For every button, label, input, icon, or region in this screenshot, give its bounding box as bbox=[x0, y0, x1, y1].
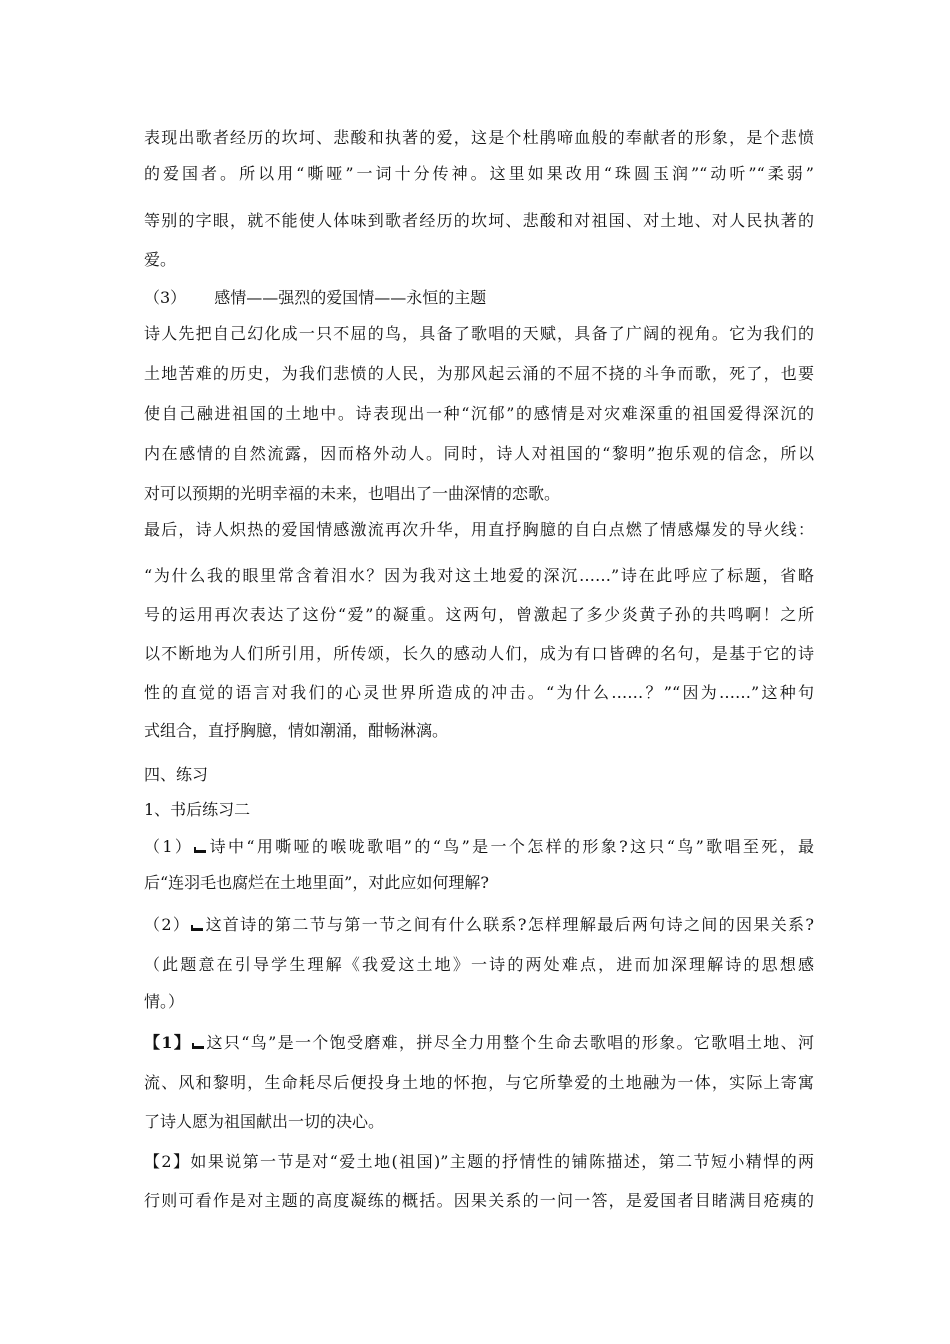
paragraph-line: 等别的字眼，就不能使人体味到歌者经历的坎坷、悲酸和对祖国、对土地、对人民执著的 bbox=[144, 211, 814, 230]
paragraph-line: 了诗人愿为祖国献出一切的决心。 bbox=[144, 1112, 385, 1131]
placeholder-mark-icon bbox=[190, 923, 204, 931]
paragraph-line: 的爱国者。所以用“嘶哑”一词十分传神。这里如果改用“珠圆玉润”“动听”“柔弱” bbox=[144, 164, 814, 183]
question-2-line bbox=[144, 915, 814, 935]
paragraph-line: 诗人先把自己幻化成一只不屈的鸟，具备了歌唱的天赋，具备了广阔的视角。它为我们的 bbox=[144, 324, 814, 343]
paragraph-line: “为什么我的眼里常含着泪水？因为我对这土地爱的深沉……”诗在此呼应了标题，省略 bbox=[144, 566, 814, 585]
section-heading bbox=[144, 288, 814, 308]
paragraph-line: 情。） bbox=[144, 992, 185, 1011]
paragraph-line: 流、风和黎明，生命耗尽后便投身土地的怀抱，与它所挚爱的土地融为一体，实际上寄寓 bbox=[144, 1073, 814, 1092]
placeholder-mark-icon bbox=[193, 845, 207, 853]
question-number: （2） bbox=[144, 915, 191, 934]
answer-number: 【1】 bbox=[144, 1033, 192, 1052]
paragraph-line: 对可以预期的光明幸福的未来，也唱出了一曲深情的恋歌。 bbox=[144, 484, 561, 503]
paragraph-line: 最后，诗人炽热的爱国情感激流再次升华，用直抒胸臆的自白点燃了情感爆发的导火线： bbox=[144, 520, 814, 539]
paragraph-line: 行则可看作是对主题的高度凝练的概括。因果关系的一问一答，是爱国者目睹满目疮痍的 bbox=[144, 1191, 814, 1210]
paragraph-line: 号的运用再次表达了这份“爱”的凝重。这两句，曾激起了多少炎黄子孙的共鸣啊！之所 bbox=[144, 605, 814, 624]
section-number: （3） bbox=[144, 288, 187, 307]
section-heading: 四、练习 bbox=[144, 765, 209, 784]
paragraph-line: 以不断地为人们所引用，所传颂，长久的感动人们，成为有口皆碑的名句，是基于它的诗 bbox=[144, 644, 814, 663]
paragraph-line: 内在感情的自然流露，因而格外动人。同时，诗人对祖国的“黎明”抱乐观的信念，所以 bbox=[144, 444, 814, 463]
paragraph-line: 使自己融进祖国的土地中。诗表现出一种“沉郁”的感情是对灾难深重的祖国爱得深沉的 bbox=[144, 404, 814, 423]
paragraph-line: 性的直觉的语言对我们的心灵世界所造成的冲击。“为什么……？”“因为……”这种句 bbox=[144, 683, 814, 702]
section-title: 感情——强烈的爱国情——永恒的主题 bbox=[214, 288, 487, 307]
question-number: （1） bbox=[144, 837, 194, 856]
answer-1-line bbox=[144, 1033, 814, 1053]
paragraph-line: 土地苦难的历史，为我们悲愤的人民，为那风起云涌的不屈不挠的斗争而歌，死了，也要 bbox=[144, 364, 814, 383]
paragraph-line: 表现出歌者经历的坎坷、悲酸和执著的爱，这是个杜鹃啼血般的奉献者的形象，是个悲愤 bbox=[144, 128, 814, 147]
placeholder-mark-icon bbox=[191, 1041, 205, 1049]
question-text: 这首诗的第二节与第一节之间有什么联系?怎样理解最后两句诗之间的因果关系? bbox=[204, 915, 814, 934]
paragraph-line: 爱。 bbox=[144, 250, 177, 269]
question-text: 诗中“用嘶哑的喉咙歌唱”的“鸟”是一个怎样的形象?这只“鸟”歌唱至死，最 bbox=[207, 837, 814, 856]
question-1-line bbox=[144, 837, 814, 857]
answer-text: 这只“鸟”是一个饱受磨难，拼尽全力用整个生命去歌唱的形象。它歌唱土地、河 bbox=[205, 1033, 814, 1052]
exercise-heading: 1、书后练习二 bbox=[144, 800, 251, 819]
paragraph-line: 后“连羽毛也腐烂在土地里面”，对此应如何理解? bbox=[144, 873, 489, 892]
answer-2-line: 【2】如果说第一节是对“爱土地(祖国)”主题的抒情性的铺陈描述，第二节短小精悍的两 bbox=[144, 1152, 814, 1171]
paragraph-line: 式组合，直抒胸臆，情如潮涌，酣畅淋漓。 bbox=[144, 721, 449, 740]
paragraph-line: （此题意在引导学生理解《我爱这土地》一诗的两处难点，进而加深理解诗的思想感 bbox=[144, 955, 814, 974]
